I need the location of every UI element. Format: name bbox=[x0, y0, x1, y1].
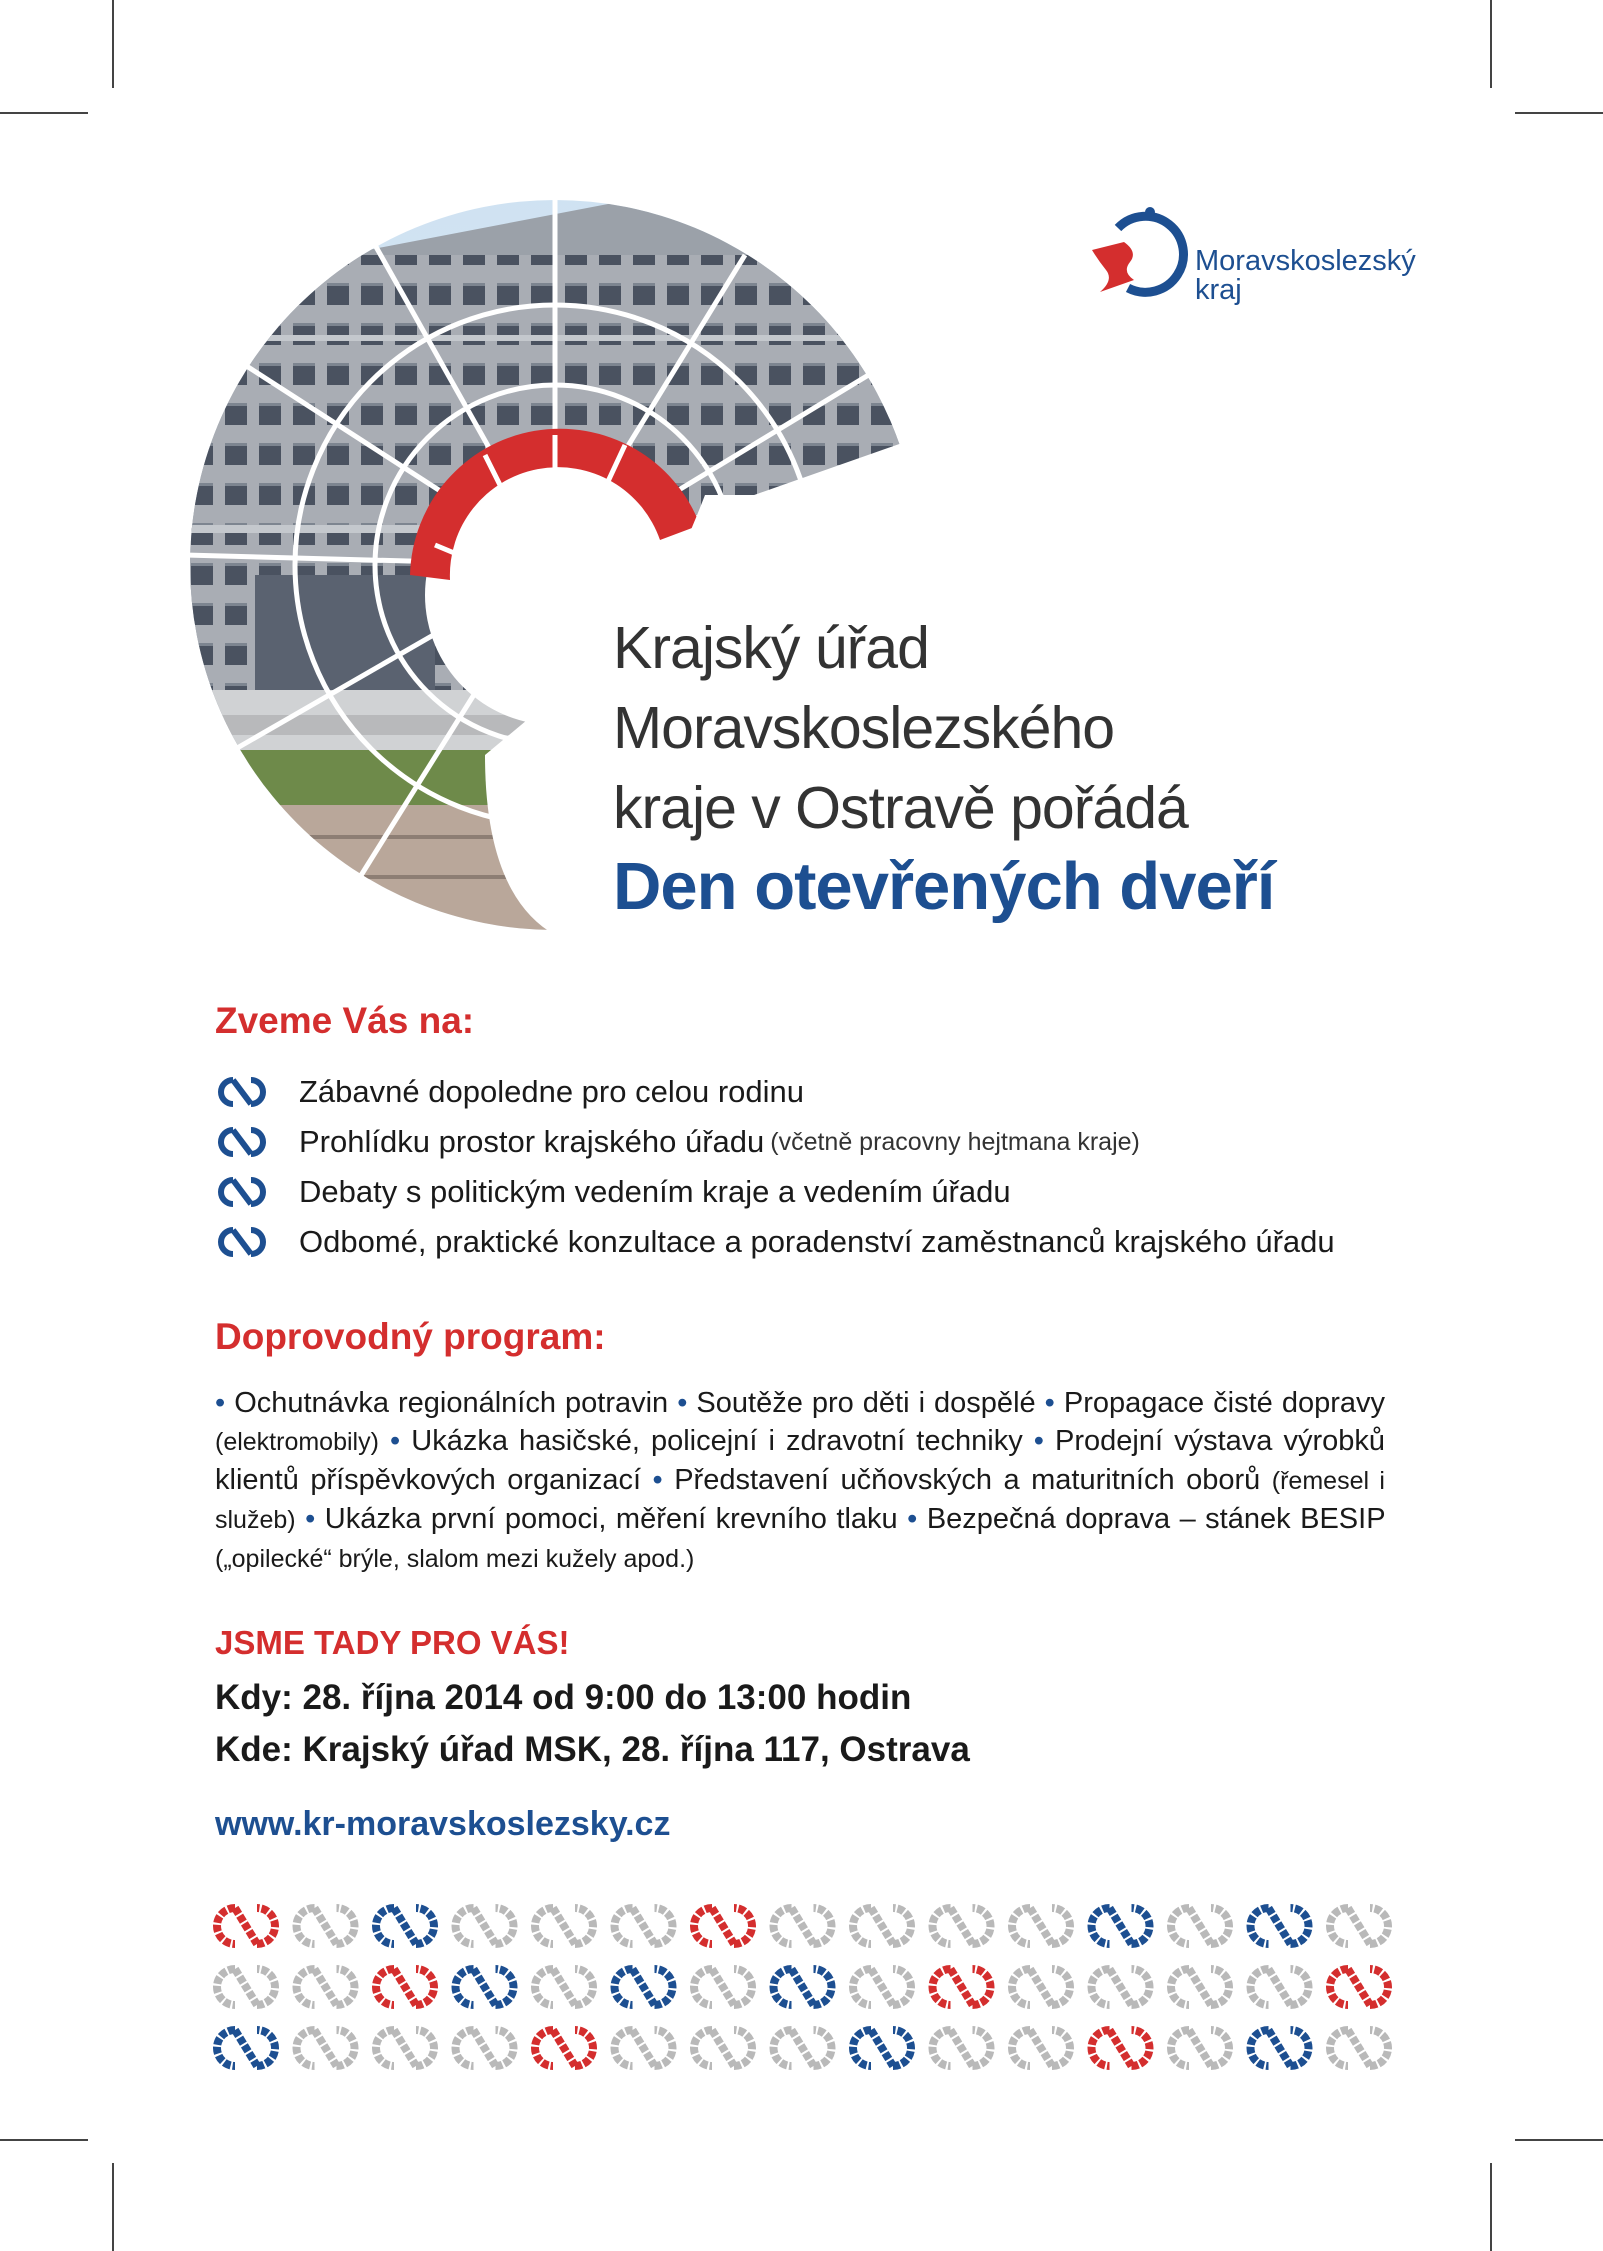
chain-link-icon bbox=[774, 1969, 832, 2005]
chain-link-icon bbox=[535, 1908, 593, 1944]
program-text bbox=[215, 1384, 1385, 1578]
tagline: JSME TADY PRO VÁS! bbox=[215, 1624, 570, 1661]
program-item: Soutěže pro děti i dospělé bbox=[696, 1387, 1036, 1419]
website-link[interactable]: www.kr-moravskoslezsky.cz bbox=[215, 1805, 671, 1843]
chain-link-icon bbox=[1251, 1908, 1309, 1944]
list-item bbox=[213, 1117, 1413, 1167]
program-item-note: („opilecké“ brýle, slalom mezi kužely apod.) bbox=[215, 1545, 695, 1573]
program-item-note: (elektromobily) bbox=[215, 1428, 379, 1456]
chain-link-icon bbox=[456, 1969, 514, 2005]
list-item bbox=[213, 1217, 1413, 1267]
chain-link-icon bbox=[774, 2030, 832, 2066]
bullet: • bbox=[652, 1464, 663, 1496]
program-item-note: (řemesel i služeb) bbox=[215, 1467, 1385, 1534]
chain-link-icon bbox=[213, 1124, 271, 1160]
chain-link-icon bbox=[853, 1969, 911, 2005]
chain-link-icon bbox=[217, 2030, 275, 2066]
bullet: • bbox=[677, 1387, 688, 1419]
logo-line-2: kraj bbox=[1195, 274, 1242, 306]
chain-link-icon bbox=[615, 2030, 673, 2066]
chain-link-icon bbox=[1092, 2030, 1150, 2066]
chain-link-icon bbox=[853, 1908, 911, 1944]
program-item: Ukázka první pomoci, měření krevního tlaku bbox=[324, 1503, 898, 1535]
crop-mark bbox=[1490, 0, 1492, 88]
chain-link-icon bbox=[456, 1908, 514, 1944]
invite-item-text: Zábavné dopoledne pro celou rodinu bbox=[299, 1074, 804, 1109]
chain-link-icon bbox=[1092, 1969, 1150, 2005]
heading-line-2: Moravskoslezského bbox=[613, 695, 1115, 761]
bullet: • bbox=[215, 1387, 226, 1419]
heading-line-1: Krajský úřad bbox=[613, 615, 929, 681]
chain-link-icon bbox=[456, 2030, 514, 2066]
chain-link-icon bbox=[694, 1908, 752, 1944]
chain-link-icon bbox=[217, 1908, 275, 1944]
crop-mark bbox=[0, 2139, 88, 2141]
chain-link-icon bbox=[1092, 1908, 1150, 1944]
chain-link-icon bbox=[1012, 2030, 1070, 2066]
chain-link-icon bbox=[297, 2030, 355, 2066]
chain-link-icon bbox=[933, 1908, 991, 1944]
chain-link-icon bbox=[1330, 1969, 1388, 2005]
chain-link-icon bbox=[1251, 1969, 1309, 2005]
bullet: • bbox=[1044, 1387, 1055, 1419]
chain-link-icon bbox=[1012, 1908, 1070, 1944]
chain-link-icon bbox=[213, 1224, 271, 1260]
chain-link-icon bbox=[933, 1969, 991, 2005]
chain-link-icon bbox=[1171, 1908, 1229, 1944]
chain-link-icon bbox=[213, 1074, 271, 1110]
crop-mark bbox=[1515, 112, 1603, 114]
program-heading: Doprovodný program: bbox=[215, 1316, 606, 1357]
logo-text bbox=[1195, 247, 1416, 305]
logo-line-1: Moravskoslezský bbox=[1195, 245, 1416, 277]
chain-link-icon bbox=[1171, 2030, 1229, 2066]
invite-item-note: (včetně pracovny hejtmana kraje) bbox=[770, 1127, 1140, 1156]
event-heading bbox=[613, 608, 1188, 848]
chain-link-icon bbox=[213, 1174, 271, 1210]
event-title: Den otevřených dveří bbox=[613, 849, 1275, 924]
list-item bbox=[213, 1067, 1413, 1117]
region-logo-icon bbox=[1088, 200, 1193, 298]
bullet: • bbox=[907, 1503, 918, 1535]
crop-mark bbox=[0, 112, 88, 114]
chain-link-icon bbox=[1012, 1969, 1070, 2005]
crop-mark bbox=[1515, 2139, 1603, 2141]
chain-pattern-grid bbox=[211, 1900, 1401, 2080]
invite-list bbox=[213, 1067, 1413, 1267]
chain-link-icon bbox=[615, 1969, 673, 2005]
bullet: • bbox=[305, 1503, 316, 1535]
chain-link-icon bbox=[774, 1908, 832, 1944]
chain-link-icon bbox=[1251, 2030, 1309, 2066]
bullet: • bbox=[390, 1425, 401, 1457]
chain-link-icon bbox=[933, 2030, 991, 2066]
program-item: Ochutnávka regionálních potravin bbox=[234, 1387, 669, 1419]
program-item: Prodejní výstava výrobků klientů příspěvkových organizací bbox=[215, 1425, 1386, 1496]
chain-link-icon bbox=[615, 1908, 673, 1944]
crop-mark bbox=[112, 2163, 114, 2251]
chain-link-icon bbox=[1330, 2030, 1388, 2066]
chain-link-icon bbox=[853, 2030, 911, 2066]
crop-mark bbox=[1490, 2163, 1492, 2251]
invite-heading: Zveme Vás na: bbox=[215, 1000, 475, 1041]
invite-item-text: Debaty s politickým vedením kraje a vedením úřadu bbox=[299, 1174, 1011, 1209]
chain-link-icon bbox=[376, 1969, 434, 2005]
chain-link-icon bbox=[694, 2030, 752, 2066]
crop-mark bbox=[112, 0, 114, 88]
chain-pattern bbox=[211, 1900, 1401, 2080]
program-item: Ukázka hasičské, policejní i zdravotní techniky bbox=[411, 1425, 1023, 1457]
chain-link-icon bbox=[694, 1969, 752, 2005]
chain-link-icon bbox=[297, 1969, 355, 2005]
chain-link-icon bbox=[217, 1969, 275, 2005]
chain-link-icon bbox=[535, 1969, 593, 2005]
bullet: • bbox=[1033, 1425, 1044, 1457]
program-item: Propagace čisté dopravy bbox=[1063, 1387, 1385, 1419]
chain-link-icon bbox=[1330, 1908, 1388, 1944]
program-item: Představení učňovských a maturitních oborů bbox=[674, 1464, 1261, 1496]
chain-link-icon bbox=[376, 1908, 434, 1944]
heading-line-3: kraje v Ostravě pořádá bbox=[613, 775, 1188, 841]
event-location: Kde: Krajský úřad MSK, 28. října 117, Ostrava bbox=[215, 1730, 970, 1769]
program-item: Bezpečná doprava – stánek BESIP bbox=[926, 1503, 1386, 1535]
chain-link-icon bbox=[1171, 1969, 1229, 2005]
invite-item-text: Odbomé, praktické konzultace a poradenství zaměstnanců krajského úřadu bbox=[299, 1224, 1335, 1259]
chain-link-icon bbox=[535, 2030, 593, 2066]
chain-link-icon bbox=[376, 2030, 434, 2066]
invite-item-text: Prohlídku prostor krajského úřadu bbox=[299, 1124, 765, 1159]
chain-link-icon bbox=[297, 1908, 355, 1944]
event-date: Kdy: 28. října 2014 od 9:00 do 13:00 hodin bbox=[215, 1678, 912, 1717]
list-item bbox=[213, 1167, 1413, 1217]
